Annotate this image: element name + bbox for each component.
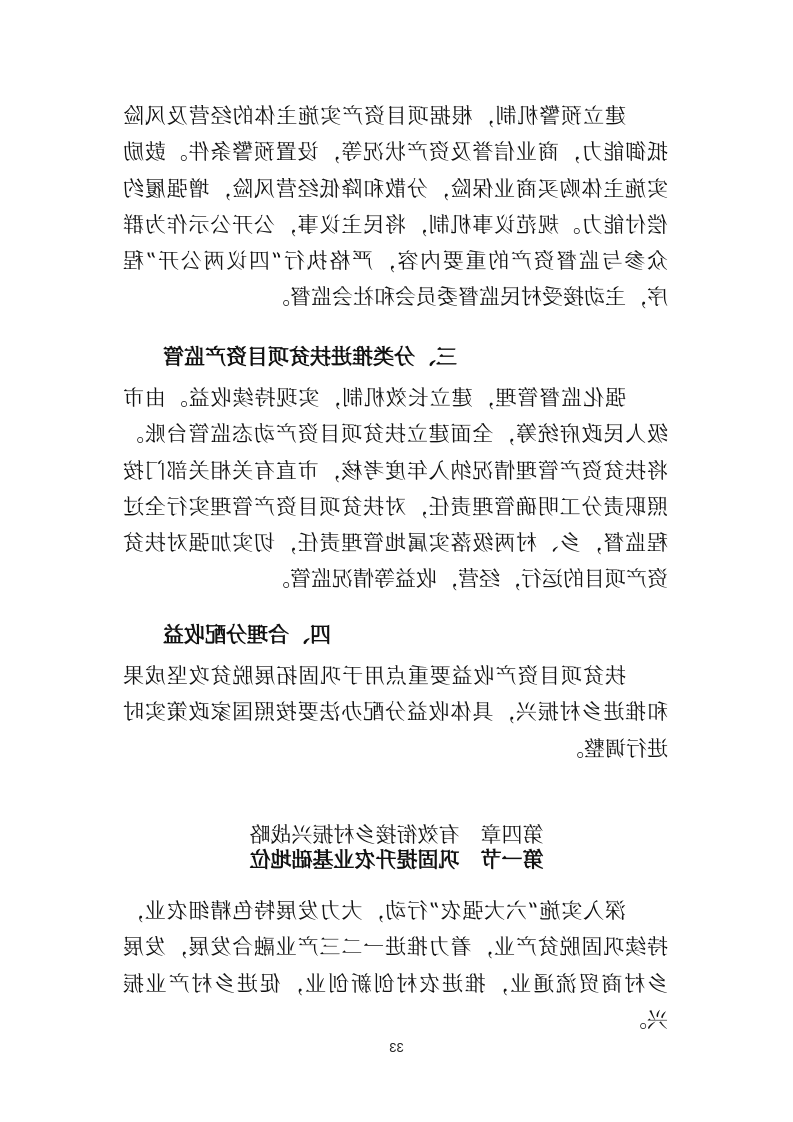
heading-section-four: 四、合理分配收益 <box>163 623 331 647</box>
paragraph-income-distribution: 扶贫项目资产收益要重点用于巩固拓展脱贫攻坚成果和推进乡村振兴，具体收益分配办法要按照国家政策实时进行调整。 <box>123 664 668 761</box>
paragraph-agriculture: 深入实施“六大强农”行动，大力发展特色精细农业，持续巩固脱贫产业，着力推进一二三产业融合发展，发展乡村商贸流通业，推进农村创新创业，促进乡村产业振兴。 <box>123 899 668 1032</box>
section-title: 第一节 巩固提升农业基础地位 <box>249 848 544 872</box>
heading-section-three: 三、分类推进扶贫项目资产监管 <box>163 345 457 369</box>
chapter-title: 第四章 有效衔接乡村振兴战略 <box>249 823 544 847</box>
paragraph-supervision: 强化监督管理，建立长效机制，实现持续收益。由市级人民政府统筹，全面建立扶贫项目资产动态监管台账。将扶贫资产管理情况纳入年度考核，市直有关相关部门按照职责分工明确管理责任，对扶贫项目资产管理实行全过程监督，乡、村两级落实属地管理责任，切实加强对扶贫资产项目的运行，经营，收益等情况监管。 <box>123 386 668 592</box>
paragraph-risk-warning: 建立预警机制，根据项目资产实施主体的经营及风险抵御能力，商业信誉及资产状况等，设置预警条件。鼓励实施主体购买商业保险，分散和降低经营风险，增强履约偿付能力。规范议事机制，将民主议事，公开公示作为群众参与监督资产的重要内容，严格执行“四议两公开”程序，主动接受村民监督委员会和社会监督。 <box>123 104 668 310</box>
page-number: 33 <box>389 1040 404 1055</box>
